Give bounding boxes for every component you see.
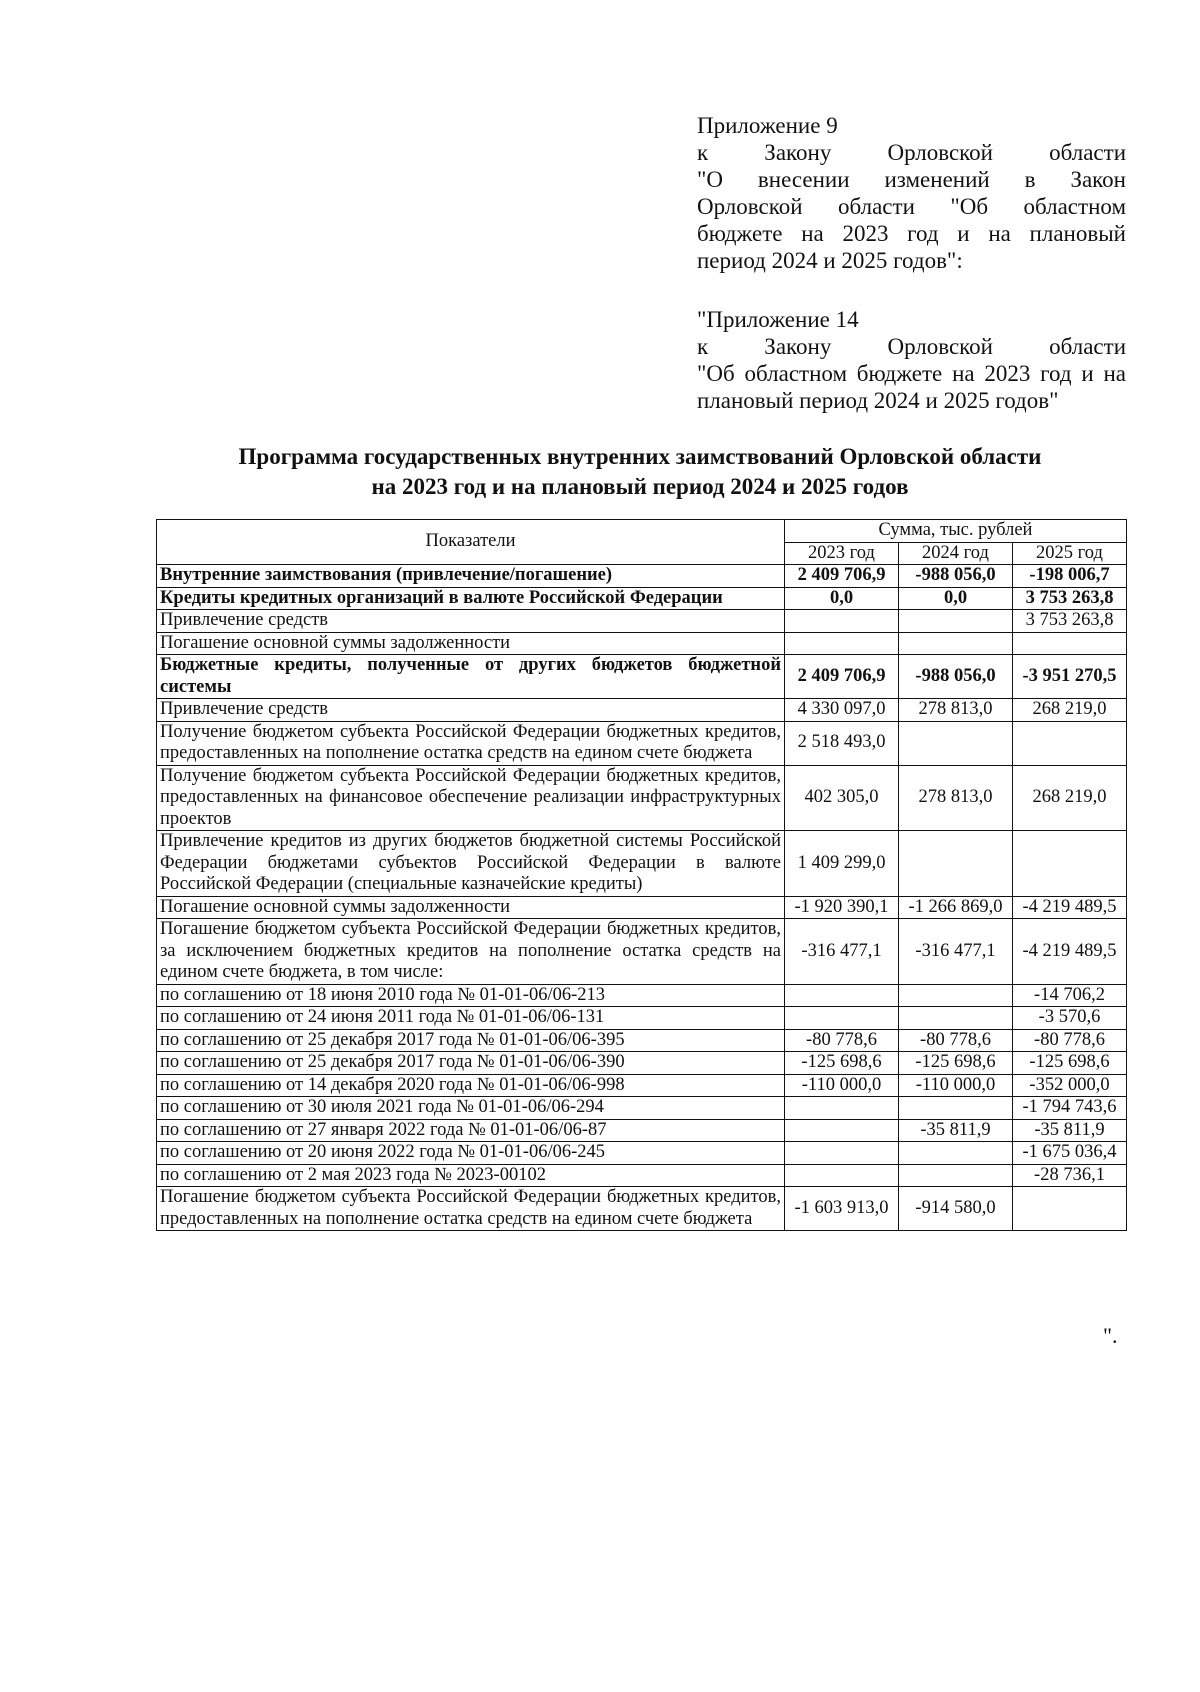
table-row — [157, 1052, 1127, 1075]
value-2024: -1 266 869,0 — [899, 896, 1013, 919]
value-2023 — [785, 1164, 899, 1187]
table-row — [157, 632, 1127, 655]
header-year-2024: 2024 год — [899, 542, 1013, 565]
annex-line: к Закону Орловской области — [697, 140, 1126, 165]
row-label: Получение бюджетом субъекта Российской Федерации бюджетных кредитов, предоставленных на финансовое обеспечение реализации инфраструктурных проектов — [157, 765, 785, 831]
table-row — [157, 1187, 1127, 1231]
row-label: Погашение основной суммы задолженности — [157, 896, 785, 919]
row-label: по соглашению от 24 июня 2011 года № 01-01-06/06-131 — [157, 1007, 785, 1030]
title-line-2: на 2023 год и на плановый период 2024 и 2025 годов — [371, 474, 909, 499]
row-label: по соглашению от 30 июля 2021 года № 01-01-06/06-294 — [157, 1097, 785, 1120]
row-label: по соглашению от 2 мая 2023 года № 2023-00102 — [157, 1164, 785, 1187]
value-2024 — [899, 1007, 1013, 1030]
header-year-2023: 2023 год — [785, 542, 899, 565]
row-label: Привлечение кредитов из других бюджетов бюджетной системы Российской Федерации бюджетами субъектов Российской Федерации в валюте Российской Федерации (специальные казначейские кредиты) — [157, 831, 785, 897]
value-2023: -316 477,1 — [785, 919, 899, 985]
value-2025: -352 000,0 — [1013, 1074, 1127, 1097]
value-2024 — [899, 1164, 1013, 1187]
annex-line: "Об областном бюджете на 2023 год и на — [697, 361, 1126, 386]
row-label: Получение бюджетом субъекта Российской Федерации бюджетных кредитов, предоставленных на пополнение остатка средств на едином счете бюджета — [157, 721, 785, 765]
value-2023: 2 409 706,9 — [785, 565, 899, 588]
table-row — [157, 1029, 1127, 1052]
value-2025: -1 794 743,6 — [1013, 1097, 1127, 1120]
value-2024: -125 698,6 — [899, 1052, 1013, 1075]
value-2023 — [785, 1142, 899, 1165]
value-2025 — [1013, 721, 1127, 765]
value-2025: -1 675 036,4 — [1013, 1142, 1127, 1165]
value-2023: -125 698,6 — [785, 1052, 899, 1075]
table-row — [157, 765, 1127, 831]
row-label: по соглашению от 25 декабря 2017 года № 01-01-06/06-390 — [157, 1052, 785, 1075]
row-label: по соглашению от 25 декабря 2017 года № 01-01-06/06-395 — [157, 1029, 785, 1052]
value-2025: -35 811,9 — [1013, 1119, 1127, 1142]
value-2025: 3 753 263,8 — [1013, 587, 1127, 610]
value-2025: -125 698,6 — [1013, 1052, 1127, 1075]
annex-line: период 2024 и 2025 годов": — [697, 248, 963, 273]
value-2023 — [785, 1119, 899, 1142]
row-label: по соглашению от 20 июня 2022 года № 01-01-06/06-245 — [157, 1142, 785, 1165]
value-2025 — [1013, 632, 1127, 655]
annex-line: к Закону Орловской области — [697, 334, 1126, 359]
row-label: по соглашению от 18 июня 2010 года № 01-01-06/06-213 — [157, 984, 785, 1007]
value-2024: -80 778,6 — [899, 1029, 1013, 1052]
value-2024 — [899, 831, 1013, 897]
value-2025: 268 219,0 — [1013, 699, 1127, 722]
value-2024 — [899, 721, 1013, 765]
borrowing-program-table — [156, 519, 1127, 1231]
value-2024 — [899, 984, 1013, 1007]
value-2024 — [899, 632, 1013, 655]
value-2023: 4 330 097,0 — [785, 699, 899, 722]
header-amount: Сумма, тыс. рублей — [785, 520, 1127, 543]
value-2023 — [785, 984, 899, 1007]
table-body — [157, 565, 1127, 1231]
value-2024: -316 477,1 — [899, 919, 1013, 985]
value-2023 — [785, 1097, 899, 1120]
value-2023: 402 305,0 — [785, 765, 899, 831]
annex-line: "О внесении изменений в Закон — [697, 167, 1126, 192]
table-row — [157, 1164, 1127, 1187]
value-2023: -1 920 390,1 — [785, 896, 899, 919]
value-2023: 2 409 706,9 — [785, 655, 899, 699]
annex-line: "Приложение 14 — [697, 307, 859, 332]
value-2025: -3 951 270,5 — [1013, 655, 1127, 699]
value-2025: -4 219 489,5 — [1013, 896, 1127, 919]
value-2024 — [899, 610, 1013, 633]
value-2024: 278 813,0 — [899, 765, 1013, 831]
value-2024: -35 811,9 — [899, 1119, 1013, 1142]
value-2025: -198 006,7 — [1013, 565, 1127, 588]
annex-line: бюджете на 2023 год и на плановый — [697, 221, 1126, 246]
annex-14-reference — [697, 306, 1126, 414]
value-2024: -988 056,0 — [899, 565, 1013, 588]
table-row — [157, 610, 1127, 633]
value-2025: -28 736,1 — [1013, 1164, 1127, 1187]
table-row — [157, 1119, 1127, 1142]
table-row — [157, 587, 1127, 610]
value-2023: 2 518 493,0 — [785, 721, 899, 765]
value-2023: -110 000,0 — [785, 1074, 899, 1097]
value-2025 — [1013, 1187, 1127, 1231]
table-row — [157, 1074, 1127, 1097]
value-2024: -110 000,0 — [899, 1074, 1013, 1097]
row-label: Кредиты кредитных организаций в валюте Российской Федерации — [157, 587, 785, 610]
table-row — [157, 655, 1127, 699]
table-row — [157, 1007, 1127, 1030]
row-label: Погашение бюджетом субъекта Российской Федерации бюджетных кредитов, за исключением бюджетных кредитов на пополнение остатка средств на едином счете бюджета, в том числе: — [157, 919, 785, 985]
annex-line: Орловской области "Об областном — [697, 194, 1126, 219]
row-label: по соглашению от 14 декабря 2020 года № 01-01-06/06-998 — [157, 1074, 785, 1097]
table-row — [157, 896, 1127, 919]
table-row — [157, 565, 1127, 588]
document-title — [140, 442, 1140, 502]
value-2023: 1 409 299,0 — [785, 831, 899, 897]
value-2024: 278 813,0 — [899, 699, 1013, 722]
row-label: Погашение основной суммы задолженности — [157, 632, 785, 655]
value-2025: -3 570,6 — [1013, 1007, 1127, 1030]
value-2023: -80 778,6 — [785, 1029, 899, 1052]
table-row — [157, 919, 1127, 985]
title-line-1: Программа государственных внутренних заимствований Орловской области — [238, 444, 1042, 469]
table-row — [157, 721, 1127, 765]
value-2025: -14 706,2 — [1013, 984, 1127, 1007]
table-row — [157, 984, 1127, 1007]
header-year-2025: 2025 год — [1013, 542, 1127, 565]
row-label: Привлечение средств — [157, 699, 785, 722]
value-2023: 0,0 — [785, 587, 899, 610]
table-row — [157, 831, 1127, 897]
row-label: Привлечение средств — [157, 610, 785, 633]
annex-9-reference — [697, 112, 1126, 274]
closing-quote-mark: ". — [1103, 1323, 1118, 1348]
table-header-row — [157, 520, 1127, 543]
value-2023 — [785, 1007, 899, 1030]
value-2023 — [785, 610, 899, 633]
annex-line: плановый период 2024 и 2025 годов" — [697, 388, 1059, 413]
value-2025: 268 219,0 — [1013, 765, 1127, 831]
row-label: по соглашению от 27 января 2022 года № 01-01-06/06-87 — [157, 1119, 785, 1142]
value-2025: -4 219 489,5 — [1013, 919, 1127, 985]
table-row — [157, 1142, 1127, 1165]
value-2024: 0,0 — [899, 587, 1013, 610]
value-2024 — [899, 1097, 1013, 1120]
value-2023: -1 603 913,0 — [785, 1187, 899, 1231]
value-2024: -988 056,0 — [899, 655, 1013, 699]
value-2025: -80 778,6 — [1013, 1029, 1127, 1052]
row-label: Внутренние заимствования (привлечение/погашение) — [157, 565, 785, 588]
header-indicators: Показатели — [157, 520, 785, 565]
value-2023 — [785, 632, 899, 655]
value-2024: -914 580,0 — [899, 1187, 1013, 1231]
row-label: Погашение бюджетом субъекта Российской Федерации бюджетных кредитов, предоставленных на пополнение остатка средств на едином счете бюджета — [157, 1187, 785, 1231]
table-row — [157, 699, 1127, 722]
value-2025 — [1013, 831, 1127, 897]
value-2024 — [899, 1142, 1013, 1165]
value-2025: 3 753 263,8 — [1013, 610, 1127, 633]
row-label: Бюджетные кредиты, полученные от других бюджетов бюджетной системы — [157, 655, 785, 699]
table-row — [157, 1097, 1127, 1120]
annex-line: Приложение 9 — [697, 113, 838, 138]
